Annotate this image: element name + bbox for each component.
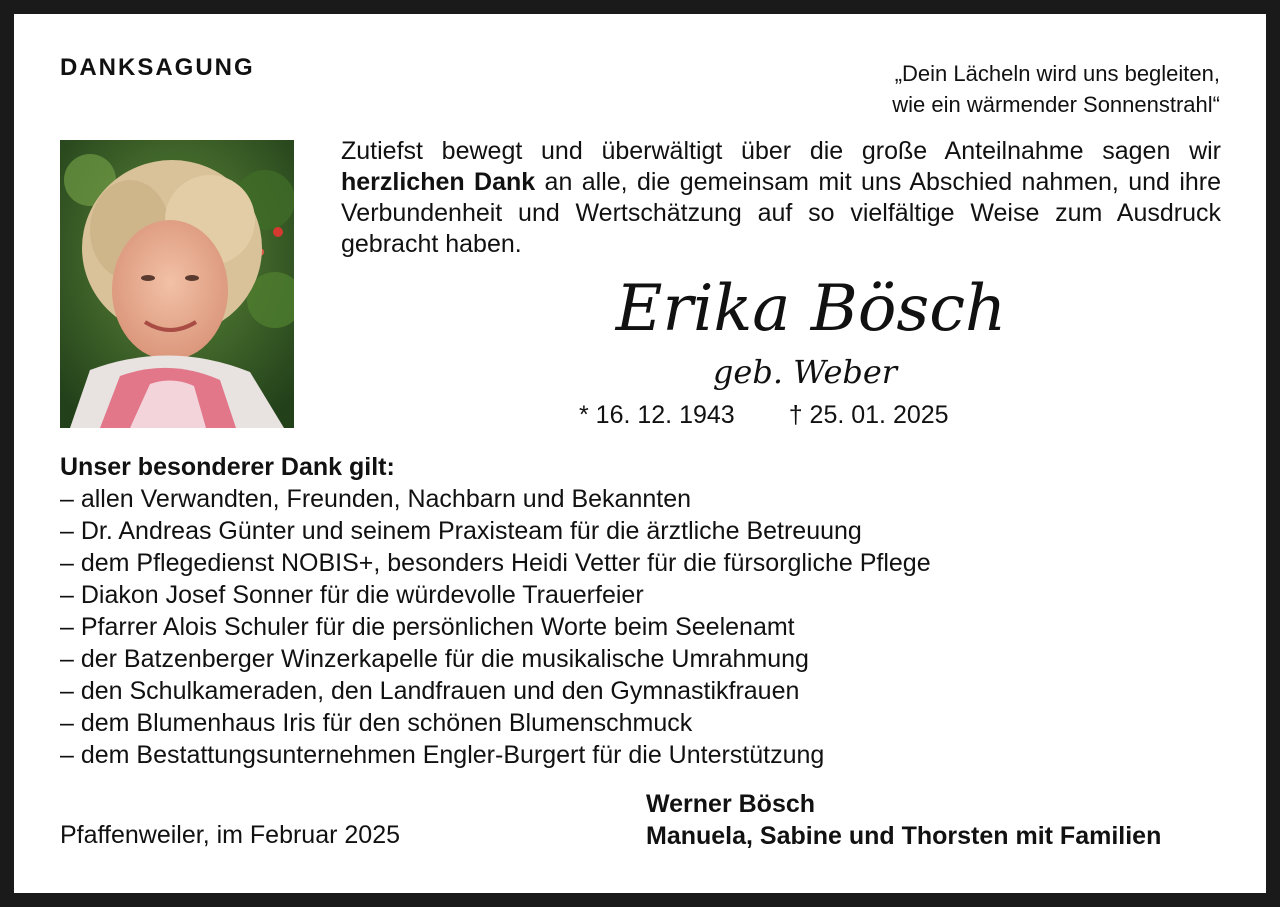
page-title: DANKSAGUNG xyxy=(60,54,255,81)
intro-text xyxy=(341,136,1221,260)
portrait-photo xyxy=(60,140,294,428)
list-item: – den Schulkameraden, den Landfrauen und den Gymnastikfrauen xyxy=(60,677,800,705)
life-dates xyxy=(579,398,949,432)
list-item: – allen Verwandten, Freunden, Nachbarn und Bekannten xyxy=(60,485,692,513)
list-item: – dem Blumenhaus Iris für den schönen Blumenschmuck xyxy=(60,709,693,737)
deceased-name xyxy=(341,272,1221,346)
signer-2: Manuela, Sabine und Thorsten mit Familien xyxy=(646,822,1162,850)
list-item: – Dr. Andreas Günter und seinem Praxisteam für die ärztliche Betreuung xyxy=(60,517,862,545)
intro-text-part-1: Zutiefst bewegt und überwältigt über die große Anteilnahme sagen wir xyxy=(341,137,1221,165)
list-item: – der Batzenberger Winzerkapelle für die musikalische Umrahmung xyxy=(60,645,809,673)
birth-name-text: geb. Weber xyxy=(712,353,898,391)
place-date: Pfaffenweiler, im Februar 2025 xyxy=(60,821,401,849)
list-item: – Diakon Josef Sonner für die würdevolle Trauerfeier xyxy=(60,581,644,609)
deceased-name-text: Erika Bösch xyxy=(615,272,1007,346)
obituary-card xyxy=(14,14,1266,893)
death-date: † 25. 01. 2025 xyxy=(788,401,949,429)
thanks-list xyxy=(60,483,931,771)
birth-name xyxy=(341,352,1221,392)
birth-date: * 16. 12. 1943 xyxy=(579,401,735,429)
list-item: – dem Pflegedienst NOBIS+, besonders Heidi Vetter für die fürsorgliche Pflege xyxy=(60,549,931,577)
list-item: – dem Bestattungsunternehmen Engler-Burgert für die Unterstützung xyxy=(60,741,825,769)
quote xyxy=(892,58,1220,120)
quote-line-2: wie ein wärmender Sonnenstrahl“ xyxy=(892,92,1220,117)
signer-1: Werner Bösch xyxy=(646,790,816,818)
thanks-title: Unser besonderer Dank gilt: xyxy=(60,453,395,481)
intro-text-bold: herzlichen Dank xyxy=(341,168,536,196)
list-item: – Pfarrer Alois Schuler für die persönlichen Worte beim Seelenamt xyxy=(60,613,795,641)
signers xyxy=(646,788,1161,852)
intro-text-part-2: an alle, die gemeinsam mit uns Abschied nahmen, und ihre Verbundenheit und Wertschätzung auf so vielfältige Weise zum Ausdruck gebracht haben. xyxy=(341,168,1222,258)
quote-line-1: „Dein Lächeln wird uns begleiten, xyxy=(894,61,1220,86)
